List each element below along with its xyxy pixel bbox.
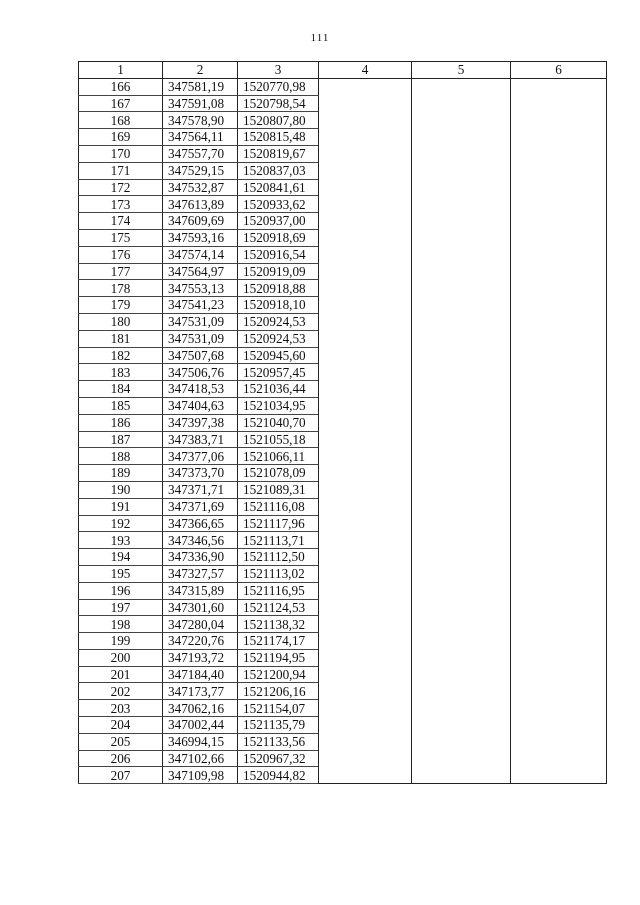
- coordinate-x-cell: 347315,89: [163, 582, 238, 599]
- point-number-cell: 181: [79, 330, 163, 347]
- point-number-cell: 179: [79, 297, 163, 314]
- coordinate-x-cell: 347371,71: [163, 481, 238, 498]
- coordinate-x-cell: 347418,53: [163, 381, 238, 398]
- point-number-cell: 190: [79, 481, 163, 498]
- coordinate-x-cell: 347371,69: [163, 498, 238, 515]
- coordinate-x-cell: 347507,68: [163, 347, 238, 364]
- column-6-cell: [511, 78, 607, 783]
- coordinate-y-cell: 1520919,09: [238, 263, 319, 280]
- coordinate-y-cell: 1521124,53: [238, 599, 319, 616]
- coordinate-x-cell: 347366,65: [163, 515, 238, 532]
- coordinate-y-cell: 1520924,53: [238, 313, 319, 330]
- coordinate-x-cell: 347532,87: [163, 179, 238, 196]
- coordinate-y-cell: 1520916,54: [238, 246, 319, 263]
- coordinates-table: [78, 61, 607, 784]
- coordinate-y-cell: 1520918,10: [238, 297, 319, 314]
- point-number-cell: 203: [79, 700, 163, 717]
- coordinate-y-cell: 1521117,96: [238, 515, 319, 532]
- coordinate-x-cell: 347578,90: [163, 112, 238, 129]
- point-number-cell: 197: [79, 599, 163, 616]
- point-number-cell: 202: [79, 683, 163, 700]
- coordinate-y-cell: 1520837,03: [238, 162, 319, 179]
- coordinate-x-cell: 347346,56: [163, 532, 238, 549]
- coordinate-y-cell: 1521116,08: [238, 498, 319, 515]
- coordinate-x-cell: 347591,08: [163, 95, 238, 112]
- point-number-cell: 198: [79, 616, 163, 633]
- point-number-cell: 168: [79, 112, 163, 129]
- point-number-cell: 207: [79, 767, 163, 784]
- point-number-cell: 199: [79, 633, 163, 650]
- header-row: [79, 62, 607, 79]
- coordinate-y-cell: 1521133,56: [238, 733, 319, 750]
- point-number-cell: 201: [79, 666, 163, 683]
- point-number-cell: 204: [79, 717, 163, 734]
- column-header-2: 2: [163, 62, 238, 79]
- coordinate-x-cell: 347531,09: [163, 313, 238, 330]
- coordinate-y-cell: 1521113,02: [238, 565, 319, 582]
- coordinate-y-cell: 1520967,32: [238, 750, 319, 767]
- point-number-cell: 195: [79, 565, 163, 582]
- coordinate-y-cell: 1520957,45: [238, 364, 319, 381]
- coordinate-x-cell: 347184,40: [163, 666, 238, 683]
- column-header-5: 5: [412, 62, 511, 79]
- column-header-1: 1: [79, 62, 163, 79]
- coordinate-x-cell: 347564,11: [163, 129, 238, 146]
- point-number-cell: 200: [79, 649, 163, 666]
- coordinate-x-cell: 347280,04: [163, 616, 238, 633]
- coordinate-y-cell: 1520807,80: [238, 112, 319, 129]
- point-number-cell: 187: [79, 431, 163, 448]
- point-number-cell: 185: [79, 397, 163, 414]
- coordinate-x-cell: 347581,19: [163, 78, 238, 95]
- coordinate-x-cell: 347383,71: [163, 431, 238, 448]
- coordinate-y-cell: 1521034,95: [238, 397, 319, 414]
- point-number-cell: 170: [79, 145, 163, 162]
- point-number-cell: 186: [79, 414, 163, 431]
- coordinate-x-cell: 347301,60: [163, 599, 238, 616]
- coordinate-x-cell: 347327,57: [163, 565, 238, 582]
- point-number-cell: 205: [79, 733, 163, 750]
- coordinate-x-cell: 347506,76: [163, 364, 238, 381]
- point-number-cell: 169: [79, 129, 163, 146]
- coordinate-x-cell: 347173,77: [163, 683, 238, 700]
- coordinate-x-cell: 347336,90: [163, 549, 238, 566]
- point-number-cell: 206: [79, 750, 163, 767]
- coordinate-y-cell: 1521078,09: [238, 465, 319, 482]
- coordinate-x-cell: 347102,66: [163, 750, 238, 767]
- coordinate-x-cell: 347220,76: [163, 633, 238, 650]
- coordinate-x-cell: 347557,70: [163, 145, 238, 162]
- point-number-cell: 189: [79, 465, 163, 482]
- point-number-cell: 194: [79, 549, 163, 566]
- coordinate-y-cell: 1520841,61: [238, 179, 319, 196]
- coordinate-y-cell: 1521055,18: [238, 431, 319, 448]
- coordinate-y-cell: 1520770,98: [238, 78, 319, 95]
- coordinate-x-cell: 347593,16: [163, 229, 238, 246]
- point-number-cell: 178: [79, 280, 163, 297]
- point-number-cell: 180: [79, 313, 163, 330]
- coordinate-x-cell: 347377,06: [163, 448, 238, 465]
- point-number-cell: 172: [79, 179, 163, 196]
- coordinate-y-cell: 1521138,32: [238, 616, 319, 633]
- coordinate-x-cell: 347541,23: [163, 297, 238, 314]
- point-number-cell: 184: [79, 381, 163, 398]
- point-number-cell: 182: [79, 347, 163, 364]
- coordinate-y-cell: 1520918,69: [238, 229, 319, 246]
- coordinate-x-cell: 347609,69: [163, 213, 238, 230]
- coordinate-y-cell: 1521206,16: [238, 683, 319, 700]
- coordinate-y-cell: 1521194,95: [238, 649, 319, 666]
- column-header-6: 6: [511, 62, 607, 79]
- column-5-cell: [412, 78, 511, 783]
- table-row: [79, 78, 607, 95]
- point-number-cell: 176: [79, 246, 163, 263]
- coordinate-y-cell: 1520798,54: [238, 95, 319, 112]
- coordinate-y-cell: 1521135,79: [238, 717, 319, 734]
- point-number-cell: 177: [79, 263, 163, 280]
- column-header-3: 3: [238, 62, 319, 79]
- coordinate-x-cell: 347564,97: [163, 263, 238, 280]
- coordinate-x-cell: 347373,70: [163, 465, 238, 482]
- coordinate-y-cell: 1521174,17: [238, 633, 319, 650]
- coordinate-x-cell: 347002,44: [163, 717, 238, 734]
- coordinate-y-cell: 1521116,95: [238, 582, 319, 599]
- coordinate-x-cell: 347109,98: [163, 767, 238, 784]
- coordinate-x-cell: 347529,15: [163, 162, 238, 179]
- coordinate-y-cell: 1520924,53: [238, 330, 319, 347]
- point-number-cell: 183: [79, 364, 163, 381]
- coordinate-y-cell: 1521066,11: [238, 448, 319, 465]
- point-number-cell: 191: [79, 498, 163, 515]
- coordinate-x-cell: 347613,89: [163, 196, 238, 213]
- coordinate-y-cell: 1521200,94: [238, 666, 319, 683]
- point-number-cell: 196: [79, 582, 163, 599]
- coordinate-x-cell: 347553,13: [163, 280, 238, 297]
- point-number-cell: 193: [79, 532, 163, 549]
- point-number-cell: 175: [79, 229, 163, 246]
- point-number-cell: 167: [79, 95, 163, 112]
- coordinate-y-cell: 1521089,31: [238, 481, 319, 498]
- point-number-cell: 173: [79, 196, 163, 213]
- coordinate-y-cell: 1521040,70: [238, 414, 319, 431]
- coordinate-y-cell: 1521112,50: [238, 549, 319, 566]
- coordinate-x-cell: 346994,15: [163, 733, 238, 750]
- coordinate-y-cell: 1521036,44: [238, 381, 319, 398]
- point-number-cell: 192: [79, 515, 163, 532]
- coordinate-x-cell: 347404,63: [163, 397, 238, 414]
- coordinate-y-cell: 1520815,48: [238, 129, 319, 146]
- coordinate-x-cell: 347193,72: [163, 649, 238, 666]
- column-header-4: 4: [319, 62, 412, 79]
- coordinate-x-cell: 347531,09: [163, 330, 238, 347]
- coordinate-y-cell: 1520944,82: [238, 767, 319, 784]
- coordinate-y-cell: 1520937,00: [238, 213, 319, 230]
- page-number: 111: [310, 32, 330, 44]
- coordinate-y-cell: 1520945,60: [238, 347, 319, 364]
- coordinate-y-cell: 1520918,88: [238, 280, 319, 297]
- coordinate-x-cell: 347397,38: [163, 414, 238, 431]
- coordinate-y-cell: 1520933,62: [238, 196, 319, 213]
- coordinate-x-cell: 347574,14: [163, 246, 238, 263]
- column-4-cell: [319, 78, 412, 783]
- coordinate-y-cell: 1520819,67: [238, 145, 319, 162]
- point-number-cell: 171: [79, 162, 163, 179]
- coordinate-y-cell: 1521113,71: [238, 532, 319, 549]
- coordinate-y-cell: 1521154,07: [238, 700, 319, 717]
- coordinate-x-cell: 347062,16: [163, 700, 238, 717]
- point-number-cell: 188: [79, 448, 163, 465]
- point-number-cell: 166: [79, 78, 163, 95]
- point-number-cell: 174: [79, 213, 163, 230]
- table-body: [79, 78, 607, 783]
